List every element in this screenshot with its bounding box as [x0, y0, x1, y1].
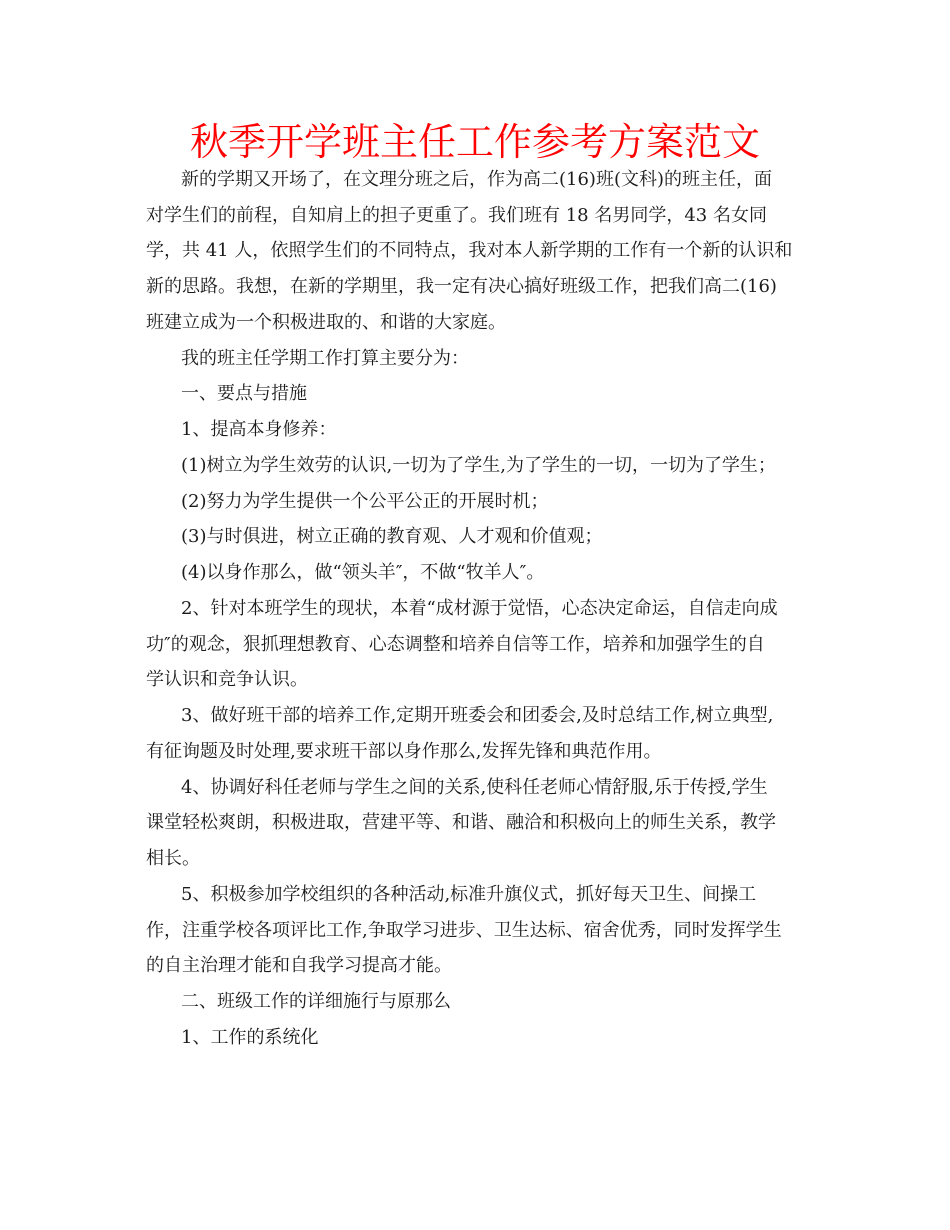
- subsection-heading: 1、工作的系统化: [181, 1027, 319, 1048]
- paragraph-line: 班建立成为一个积极进取的、和谐的大家庭。: [146, 312, 506, 333]
- paragraph-line: 相长。: [146, 848, 200, 869]
- paragraph-line: 对学生们的前程，自知肩上的担子更重了。我们班有 18 名男同学，43 名女同: [146, 205, 767, 226]
- paragraph-line: 2、针对本班学生的现状，本着“成材源于觉悟，心态决定命运，自信走向成: [181, 598, 778, 619]
- paragraph-line: 学，共 41 人，依照学生们的不同特点，我对本人新学期的工作有一个新的认识和: [146, 240, 793, 261]
- subsection-heading: 1、提高本身修养：: [181, 419, 337, 440]
- paragraph-line: 5、积极参加学校组织的各种活动,标准升旗仪式，抓好每天卫生、间操工: [181, 884, 757, 905]
- paragraph-line: 学认识和竞争认识。: [146, 669, 308, 690]
- section-heading: 一、要点与措施: [181, 383, 307, 404]
- list-item: (1)树立为学生效劳的认识,一切为了学生,为了学生的一切，一切为了学生；: [181, 455, 776, 476]
- section-heading: 二、班级工作的详细施行与原那么: [181, 991, 451, 1012]
- paragraph-line: 4、协调好科任老师与学生之间的关系,使科任老师心情舒服,乐于传授,学生: [181, 777, 768, 798]
- paragraph-line: 我的班主任学期工作打算主要分为：: [181, 348, 469, 369]
- paragraph-line: 功″的观念，狠抓理想教育、心态调整和培养自信等工作，培养和加强学生的自: [146, 634, 765, 655]
- document-title: 秋季开学班主任工作参考方案范文: [189, 120, 760, 164]
- paragraph-line: 新的思路。我想，在新的学期里，我一定有决心搞好班级工作，把我们高二(16): [146, 276, 777, 297]
- list-item: (4)以身作那么，做“领头羊″，不做“牧羊人″。: [181, 562, 545, 583]
- paragraph-line: 新的学期又开场了，在文理分班之后，作为高二(16)班(文科)的班主任，面: [181, 169, 772, 190]
- list-item: (2)努力为学生提供一个公平公正的开展时机；: [181, 491, 549, 512]
- paragraph-line: 的自主治理才能和自我学习提高才能。: [146, 955, 452, 976]
- paragraph-line: 有征询题及时处理,要求班干部以身作那么,发挥先锋和典范作用。: [146, 741, 662, 762]
- paragraph-line: 3、做好班干部的培养工作,定期开班委会和团委会,及时总结工作,树立典型,: [181, 705, 774, 726]
- paragraph-line: 课堂轻松爽朗，积极进取，营建平等、和谐、融洽和积极向上的师生关系，教学: [146, 812, 776, 833]
- paragraph-line: 作，注重学校各项评比工作,争取学习进步、卫生达标、宿舍优秀，同时发挥学生: [146, 920, 782, 941]
- list-item: (3)与时俱进，树立正确的教育观、人才观和价值观；: [181, 526, 603, 547]
